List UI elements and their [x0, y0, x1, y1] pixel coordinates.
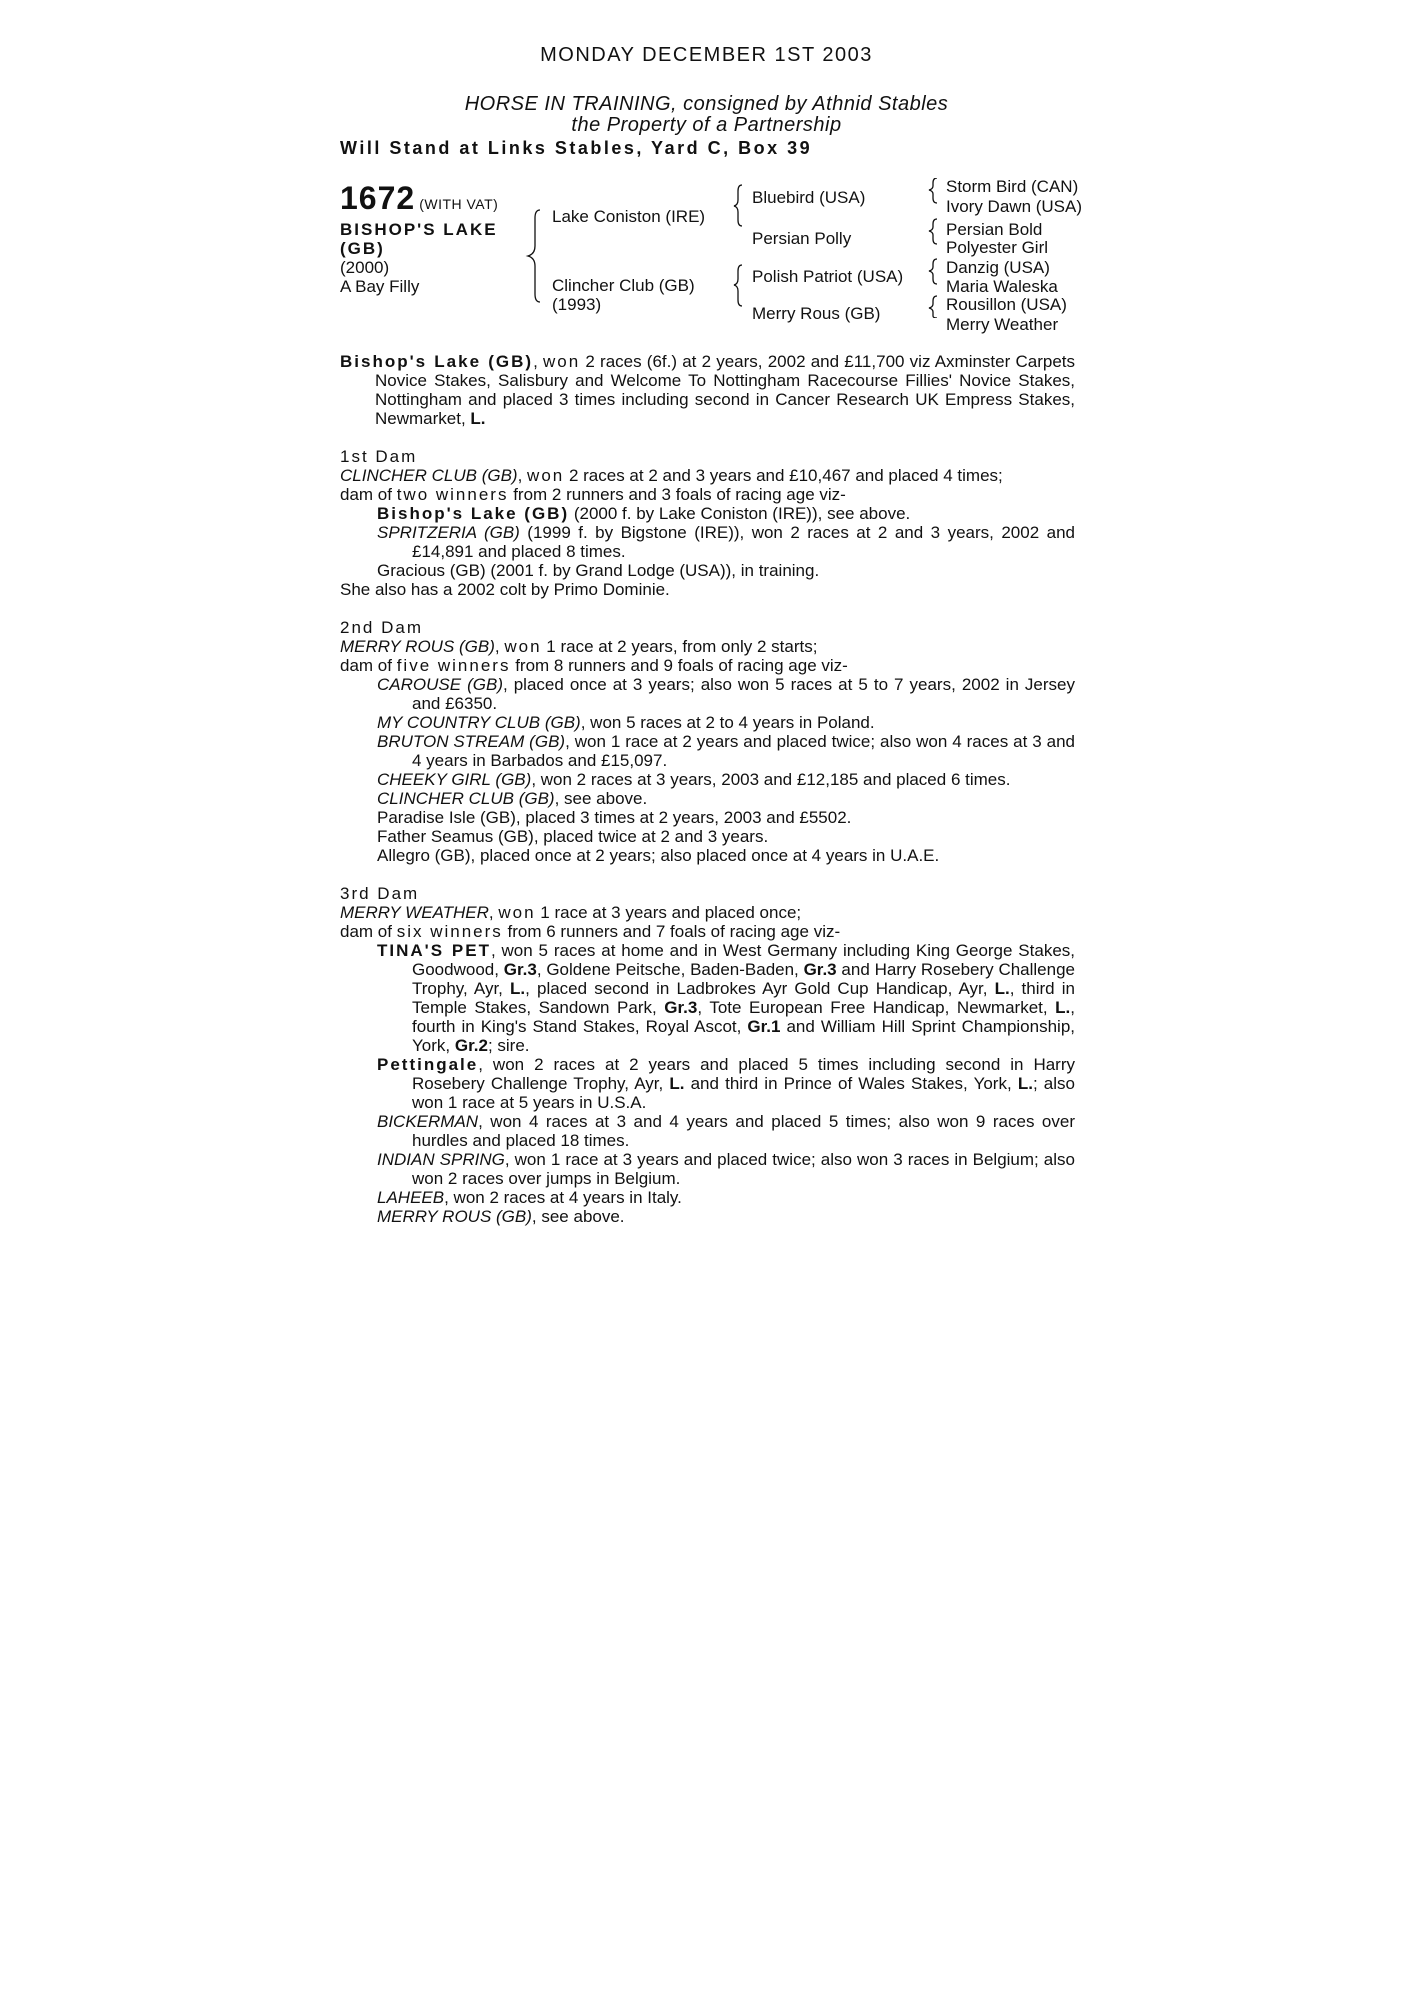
third-dam-section: 3rd Dam MERRY WEATHER, won 1 race at 3 years and placed once; dam of six winners from 6 runners and 7 foals of racing age viz- TINA'S PET, won 5 races at home and in West Germany including King George Stakes, Goodwood, Gr.3, Goldene Peitsche, Baden-Baden, Gr.3 and Harry Rosebery Challenge Trophy, Ayr, L., placed second in Ladbrokes Ayr Gold Cup Handicap, Ayr, L., third in Temple Stakes, Sandown Park, Gr.3, Tote European Free Handicap, Newmarket, L., fourth in King's Stand Stakes, Royal Ascot, Gr.1 and William Hill Sprint Championship, York, Gr.2; sire. Pettingale, won 2 races at 2 years and placed 5 times including second in Harry Rosebery Challenge Trophy, Ayr, L. and third in Prince of Wales Stakes, York, L.; also won 1 race at 5 years in U.S.A. BICKERMAN, won 4 races at 3 and 4 years and placed 5 times; also won 9 races over hurdles and placed 18 times. INDIAN SPRING, won 1 race at 3 years and placed twice; also won 3 races in Belgium; also won 2 races over jumps in Belgium. LAHEEB, won 2 races at 4 years in Italy. MERRY ROUS (GB), see above. [340, 884, 1076, 1226]
progeny-entry: Allegro (GB), placed once at 2 years; also placed once at 4 years in U.A.E. [377, 846, 940, 865]
section-heading: 2nd Dam [340, 618, 423, 637]
consignor-line: HORSE IN TRAINING, consigned by Athnid Stables [464, 93, 949, 115]
horse-country: (GB) [340, 239, 385, 258]
pedigree-sss: Storm Bird (CAN) [946, 177, 1079, 196]
progeny-entry: Pettingale, won 2 races at 2 years and placed 5 times including second in Harry Rosebery Challenge Trophy, Ayr, L. and third in Prince of Wales Stakes, York, L.; also won 1 race at 5 years in U.S.A. [377, 1055, 1075, 1112]
progeny-entry: CLINCHER CLUB (GB), see above. [377, 789, 648, 808]
pedigree-sire-sire: Bluebird (USA) [752, 188, 866, 207]
progeny-entry: SPRITZERIA (GB) (1999 f. by Bigstone (IRE)), won 2 races at 2 and 3 years, 2002 and £14,891 and placed 8 times. [377, 523, 1075, 561]
section-heading: 3rd Dam [340, 884, 420, 903]
pedigree-dss: Danzig (USA) [946, 258, 1050, 277]
consignor-block [0, 94, 1413, 136]
summary-horse-name: Bishop's Lake (GB) [340, 352, 534, 371]
vat-note: (WITH VAT) [419, 196, 499, 212]
section-heading: 1st Dam [340, 447, 418, 466]
progeny-entry: MY COUNTRY CLUB (GB), won 5 races at 2 to 4 years in Poland. [377, 713, 875, 732]
horse-name: BISHOP'S LAKE [340, 220, 498, 239]
sale-date: MONDAY DECEMBER 1ST 2003 [540, 44, 873, 66]
lot-number-block [340, 180, 498, 217]
second-dam-section: 2nd Dam MERRY ROUS (GB), won 1 race at 2 years, from only 2 starts; dam of five winners from 8 runners and 9 foals of racing age viz- CAROUSE (GB), placed once at 3 years; also won 5 races at 5 to 7 years, 2002 in Jersey and £6350. MY COUNTRY CLUB (GB), won 5 races at 2 to 4 years in Poland. BRUTON STREAM (GB), won 1 race at 2 years and placed twice; also won 4 races at 3 and 4 years in Barbados and £15,097. CHEEKY GIRL (GB), won 2 races at 3 years, 2003 and £12,185 and placed 6 times. CLINCHER CLUB (GB), see above. Paradise Isle (GB), placed 3 times at 2 years, 2003 and £5502. Father Seamus (GB), placed twice at 2 and 3 years. Allegro (GB), placed once at 2 years; also placed once at 4 years in U.A.E. [340, 618, 1076, 865]
pedigree-ssd: Ivory Dawn (USA) [946, 197, 1083, 216]
horse-identity [340, 220, 510, 296]
pedigree-sds: Persian Bold [946, 220, 1043, 239]
pedigree-sire: Lake Coniston (IRE) [552, 207, 706, 226]
progeny-entry: CHEEKY GIRL (GB), won 2 races at 3 years, 2003 and £12,185 and placed 6 times. [377, 770, 1011, 789]
catalogue-body [340, 352, 1075, 1226]
pedigree-sire-dam: Persian Polly [752, 229, 852, 248]
property-line: the Property of a Partnership [571, 114, 842, 136]
pedigree-dds: Rousillon (USA) [946, 295, 1067, 314]
progeny-entry: Bishop's Lake (GB) (2000 f. by Lake Coniston (IRE)), see above. [377, 504, 911, 523]
progeny-entry: TINA'S PET, won 5 races at home and in West Germany including King George Stakes, Goodwood, Gr.3, Goldene Peitsche, Baden-Baden, Gr.3 and Harry Rosebery Challenge Trophy, Ayr, L., placed second in Ladbrokes Ayr Gold Cup Handicap, Ayr, L., third in Temple Stakes, Sandown Park, Gr.3, Tote European Free Handicap, Newmarket, L., fourth in King's Stand Stakes, Royal Ascot, Gr.1 and William Hill Sprint Championship, York, Gr.2; sire. [377, 941, 1076, 1055]
progeny-entry: Paradise Isle (GB), placed 3 times at 2 years, 2003 and £5502. [377, 808, 852, 827]
progeny-entry: LAHEEB, won 2 races at 4 years in Italy. [377, 1188, 682, 1207]
pedigree-dam-name: Clincher Club (GB) [552, 276, 695, 295]
lot-number: 1672 [340, 180, 416, 216]
progeny-entry: Father Seamus (GB), placed twice at 2 and 3 years. [377, 827, 769, 846]
progeny-entry: MERRY ROUS (GB), see above. [377, 1207, 625, 1226]
progeny-entry: BRUTON STREAM (GB), won 1 race at 2 years and placed twice; also won 4 races at 3 and 4 years in Barbados and £15,097. [377, 732, 1076, 770]
pedigree-dam-sire: Polish Patriot (USA) [752, 267, 904, 286]
progeny-entry: Gracious (GB) (2001 f. by Grand Lodge (USA)), in training. [377, 561, 820, 580]
foaling-year: (2000) [340, 258, 390, 277]
pedigree-dam-dam: Merry Rous (GB) [752, 304, 881, 323]
progeny-entry: INDIAN SPRING, won 1 race at 3 years and placed twice; also won 3 races in Belgium; also won 2 races over jumps in Belgium. [377, 1150, 1075, 1188]
pedigree-dam [552, 276, 695, 314]
horse-description: A Bay Filly [340, 277, 420, 296]
pedigree-dam-year: (1993) [552, 295, 602, 314]
progeny-entry: BICKERMAN, won 4 races at 3 and 4 years and placed 5 times; also won 9 races over hurdles and placed 18 times. [377, 1112, 1075, 1150]
stable-location: Will Stand at Links Stables, Yard C, Box 39 [340, 138, 813, 158]
pedigree-dsd: Maria Waleska [946, 277, 1058, 296]
progeny-entry: CAROUSE (GB), placed once at 3 years; also won 5 races at 5 to 7 years, 2002 in Jersey and £6350. [377, 675, 1075, 713]
first-dam-section: 1st Dam CLINCHER CLUB (GB), won 2 races at 2 and 3 years and £10,467 and placed 4 times; dam of two winners from 2 runners and 3 foals of racing age viz- Bishop's Lake (GB) (2000 f. by Lake Coniston (IRE)), see above. SPRITZERIA (GB) (1999 f. by Bigstone (IRE)), won 2 races at 2 and 3 years, 2002 and £14,891 and placed 8 times. Gracious (GB) (2001 f. by Grand Lodge (USA)), in training. She also has a 2002 colt by Primo Dominie. [340, 447, 1075, 599]
pedigree-ddd: Merry Weather [946, 315, 1059, 334]
pedigree-sdd: Polyester Girl [946, 238, 1049, 257]
horse-summary: Bishop's Lake (GB), won 2 races (6f.) at 2 years, 2002 and £11,700 viz Axminster Carpets Novice Stakes, Salisbury and Welcome To Nottingham Racecourse Fillies' Novice Stakes, Nottingham and placed 3 times including second in Cancer Research UK Empress Stakes, Newmarket, L. [340, 352, 1075, 428]
dam-also-note: She also has a 2002 colt by Primo Dominie. [340, 580, 670, 599]
